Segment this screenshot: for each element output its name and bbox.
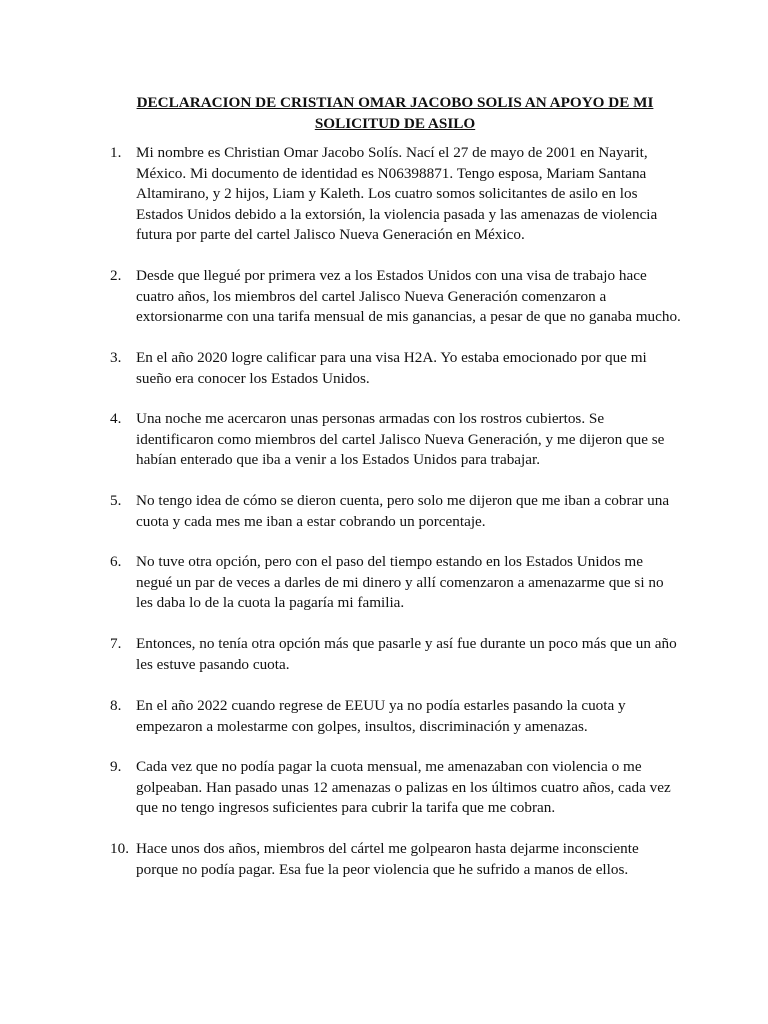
list-item: [110, 839, 690, 880]
item-line: cuota y cada mes me iban a estar cobrando un porcentaje.: [136, 512, 486, 530]
item-line: les estuve pasando cuota.: [136, 655, 290, 673]
list-item: [110, 552, 690, 614]
item-text: [136, 348, 690, 389]
item-line: golpeaban. Han pasado unas 12 amenazas o palizas en los últimos cuatro años, cada vez: [136, 778, 671, 796]
item-number: 6.: [110, 553, 122, 570]
list-item: [110, 757, 690, 819]
item-number: 7.: [110, 635, 122, 652]
item-number: 2.: [110, 267, 122, 284]
list-item: [110, 634, 690, 675]
item-line: sueño era conocer los Estados Unidos.: [136, 369, 370, 387]
item-text: [136, 409, 690, 471]
item-line: No tuve otra opción, pero con el paso del tiempo estando en los Estados Unidos me: [136, 553, 643, 570]
item-number: 5.: [110, 492, 122, 509]
list-item: [110, 696, 690, 737]
title-line-1: DECLARACION DE CRISTIAN OMAR JACOBO SOLIS AN APOYO DE MI: [136, 94, 654, 111]
item-line: Hace unos dos años, miembros del cártel me golpearon hasta dejarme inconsciente: [136, 840, 639, 857]
item-text: [136, 266, 690, 328]
item-line: Cada vez que no podía pagar la cuota mensual, me amenazaban con violencia o me: [136, 758, 642, 775]
item-line: empezaron a molestarme con golpes, insultos, discriminación y amenazas.: [136, 717, 588, 735]
item-line: Una noche me acercaron unas personas armadas con los rostros cubiertos. Se: [136, 410, 605, 427]
document-title: [112, 93, 678, 134]
item-text: [136, 552, 690, 614]
item-line: México. Mi documento de identidad es N06398871. Tengo esposa, Mariam Santana: [136, 164, 647, 182]
item-text: [136, 839, 690, 880]
item-number: 1.: [110, 144, 122, 161]
item-line: extorsionarme con una tarifa mensual de mis ganancias, a pesar de que no ganaba mucho.: [136, 308, 681, 326]
list-item: [110, 409, 690, 471]
item-number: 3.: [110, 349, 122, 366]
item-line: Estados Unidos debido a la extorsión, la violencia pasada y las amenazas de violencia: [136, 205, 658, 223]
item-text: [136, 143, 690, 246]
item-line: No tengo idea de cómo se dieron cuenta, pero solo me dijeron que me iban a cobrar una: [136, 492, 670, 509]
item-line: Mi nombre es Christian Omar Jacobo Solís. Nací el 27 de mayo de 2001 en Nayarit,: [136, 144, 648, 161]
item-line: negué un par de veces a darles de mi dinero y allí comenzaron a amenazarme que si no: [136, 573, 664, 591]
list-item: [110, 491, 690, 532]
item-text: [136, 696, 690, 737]
item-line: Desde que llegué por primera vez a los Estados Unidos con una visa de trabajo hace: [136, 267, 647, 284]
item-line: cuatro años, los miembros del cartel Jalisco Nueva Generación comenzaron a: [136, 287, 607, 305]
item-line: Altamirano, y 2 hijos, Liam y Kaleth. Los cuatro somos solicitantes de asilo en los: [136, 185, 638, 203]
item-line: porque no podía pagar. Esa fue la peor violencia que he sufrido a manos de ellos.: [136, 860, 629, 878]
list-item: [110, 266, 690, 328]
item-number: 4.: [110, 410, 122, 427]
item-line: En el año 2020 logre calificar para una visa H2A. Yo estaba emocionado por que mi: [136, 349, 647, 366]
item-text: [136, 634, 690, 675]
item-number: 9.: [110, 758, 122, 775]
item-line: les daba lo de la cuota la pagaría mi familia.: [136, 594, 405, 612]
title-line-2: SOLICITUD DE ASILO: [314, 114, 476, 132]
item-text: [136, 757, 690, 819]
item-line: futura por parte del cartel Jalisco Nueva Generación en México.: [136, 226, 525, 244]
item-line: Entonces, no tenía otra opción más que pasarle y así fue durante un poco más que un año: [136, 635, 677, 652]
list-item: [110, 143, 690, 246]
item-line: En el año 2022 cuando regrese de EEUU ya no podía estarles pasando la cuota y: [136, 697, 626, 714]
item-line: que no tengo ingresos suficientes para cubrir la tarifa que me cobran.: [136, 799, 556, 817]
item-line: habían enterado que iba a venir a los Estados Unidos para trabajar.: [136, 451, 541, 469]
item-line: identificaron como miembros del cartel Jalisco Nueva Generación, y me dijeron que se: [136, 430, 665, 448]
item-text: [136, 491, 690, 532]
list-item: [110, 348, 690, 389]
item-number: 10.: [110, 840, 129, 857]
item-number: 8.: [110, 697, 122, 714]
